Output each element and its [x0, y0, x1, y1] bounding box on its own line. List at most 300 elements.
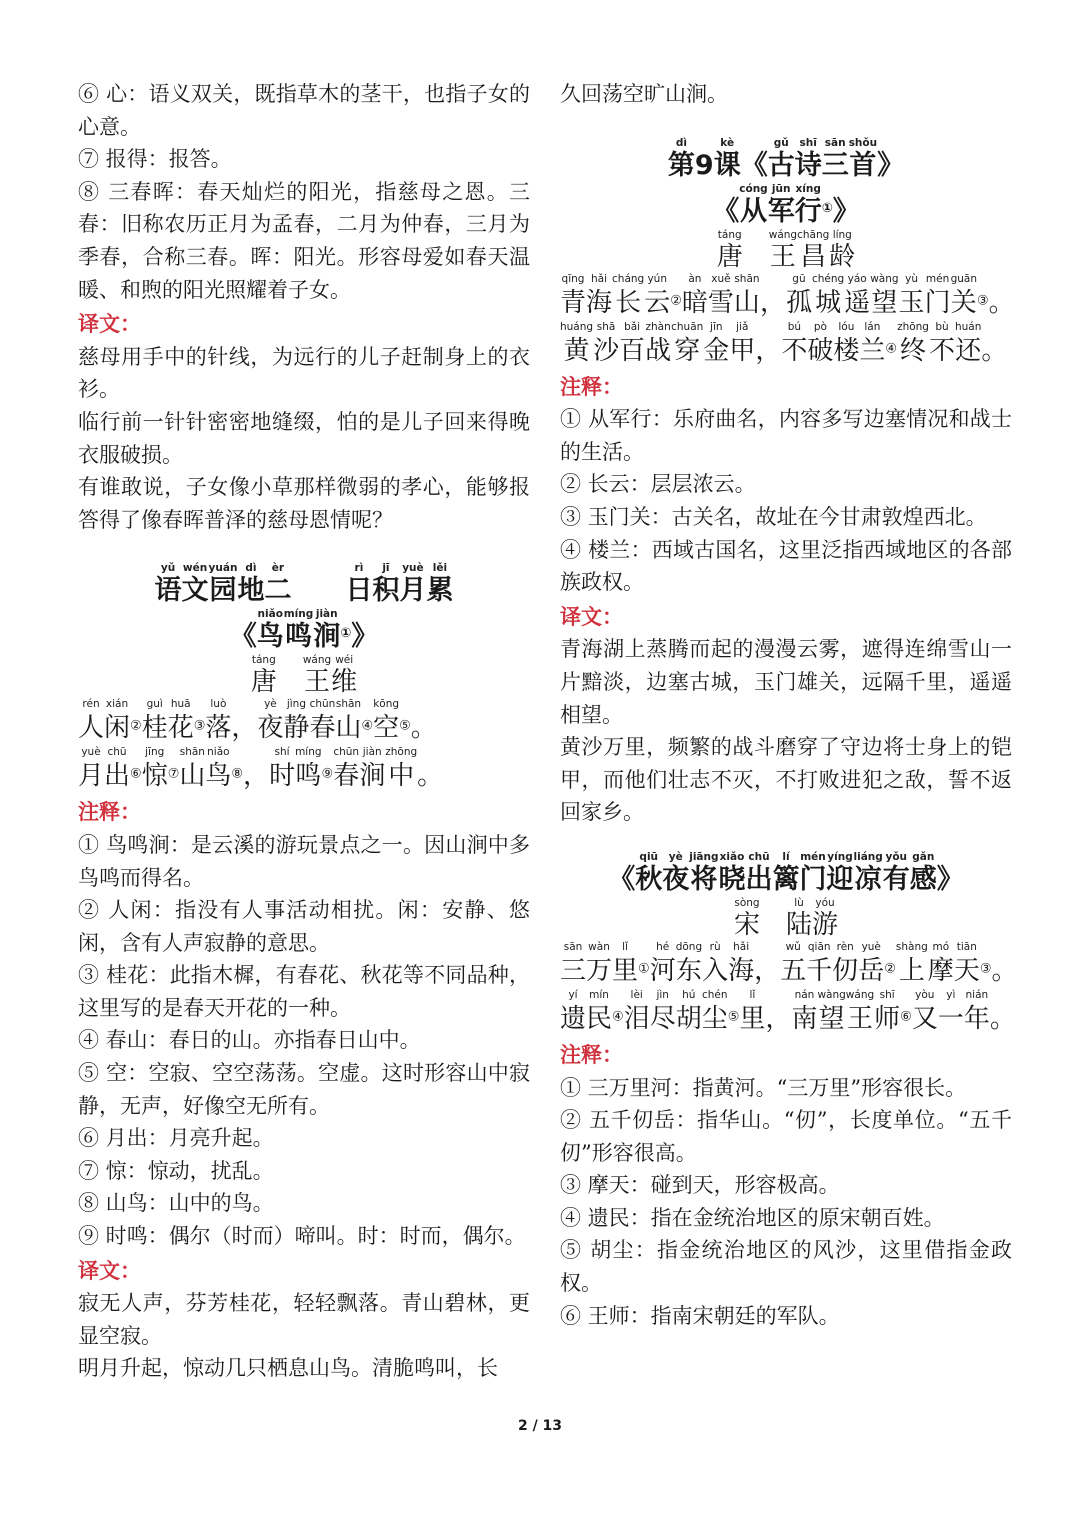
pinyin [712, 183, 739, 195]
hanzi: 《 [608, 863, 636, 895]
hanzi: 时 [269, 761, 296, 792]
ruby-char [938, 989, 964, 1037]
hanzi: 王 [303, 667, 330, 698]
hanzi: 》 [936, 863, 964, 895]
ruby-char [833, 321, 859, 369]
hanzi: 宋 [733, 909, 760, 940]
hanzi: 。 [991, 955, 1018, 986]
footnote-marker: ④ [885, 340, 898, 356]
ruby-char [231, 698, 257, 746]
paragraph: ③ 摩天：碰到天，形容极高。 [560, 1173, 840, 1198]
pinyin: mín [589, 988, 609, 1001]
hanzi: 青 [560, 287, 587, 318]
ruby-char [335, 698, 361, 746]
hanzi: 沙 [593, 335, 620, 366]
hanzi: 门 [799, 863, 827, 895]
pinyin: shā [596, 320, 616, 333]
hanzi: 人 [78, 713, 105, 744]
paragraph: ④ 遗民：指在金统治地区的原宋朝百姓。 [560, 1205, 945, 1230]
ruby-char [734, 273, 760, 321]
ruby-char [989, 273, 1015, 321]
paragraph: ② 长云：层层浓云。 [560, 472, 756, 497]
pinyin: guān [950, 272, 977, 285]
hanzi: 篱 [772, 863, 800, 895]
pinyin: jūn [771, 182, 791, 195]
hanzi: 出 [745, 863, 773, 895]
hanzi: 。 [981, 335, 1008, 366]
pinyin [991, 941, 1017, 953]
footnote-marker: ④ [612, 1009, 624, 1025]
pinyin: jīn [710, 320, 723, 333]
ruby-char [786, 897, 812, 941]
ruby-char [230, 608, 257, 654]
hanzi: 望 [818, 1003, 845, 1034]
ruby-char [205, 746, 231, 794]
ruby-char [104, 698, 130, 746]
paragraph: ② 人闲：指没有人事活动相扰。闲：安静、悠闲，含有人声寂静的意思。 [78, 898, 530, 955]
ruby-char [703, 321, 729, 369]
pinyin: mén [925, 272, 950, 285]
ruby-char [269, 746, 295, 794]
ruby-char [769, 229, 797, 273]
pinyin: guì [146, 698, 163, 711]
ruby-char [619, 321, 645, 369]
hanzi: 》 [877, 149, 905, 181]
pinyin: shàng [895, 940, 928, 953]
ruby-char [717, 229, 743, 273]
pinyin [743, 229, 769, 241]
pinyin: chéng [811, 272, 845, 285]
ruby-char [827, 851, 854, 897]
hanzi: 三 [821, 149, 849, 181]
ruby-char [714, 137, 741, 183]
ruby-char [264, 562, 291, 608]
ruby-char [277, 654, 303, 698]
paragraph: 久回荡空旷山涧。 [560, 82, 728, 106]
pinyin: chū [107, 746, 127, 759]
ruby-char [755, 321, 781, 369]
ruby-char [560, 273, 586, 321]
hanzi: 金 [703, 335, 730, 366]
poem-title [560, 137, 1012, 183]
ruby-char [954, 941, 980, 989]
ruby-char [689, 851, 718, 897]
pinyin [351, 608, 378, 620]
pinyin: tiān [956, 940, 977, 953]
pinyin: lán [864, 320, 881, 333]
pinyin: hǎi [591, 272, 608, 285]
ruby-char [251, 654, 277, 698]
pinyin: táng [251, 654, 276, 667]
ruby-char [644, 273, 670, 321]
ruby-char [417, 746, 443, 794]
ruby-char [896, 941, 928, 989]
poem-title [560, 183, 1012, 229]
hanzi: 望 [871, 287, 898, 318]
ruby-char [874, 989, 900, 1037]
ruby-char [925, 273, 951, 321]
pinyin [989, 273, 1015, 285]
ruby-char [897, 321, 929, 369]
pinyin: shǒu [848, 136, 878, 149]
pinyin: jìn [656, 988, 669, 1001]
ruby-char [849, 137, 877, 183]
section-spacer [78, 536, 530, 562]
footnote-marker: ⑦ [167, 766, 180, 782]
hanzi: 万 [586, 955, 613, 986]
pinyin [755, 321, 781, 333]
hanzi: 年 [963, 1003, 990, 1034]
pinyin: xián [105, 698, 129, 711]
pinyin [411, 698, 437, 710]
footnote-marker: ⑧ [231, 766, 244, 782]
ruby-char [257, 608, 284, 654]
ruby-char [309, 698, 335, 746]
ruby-char [182, 562, 209, 608]
ruby-char [671, 321, 703, 369]
hanzi: 首 [849, 149, 877, 181]
paragraph: ③ 玉门关：古关名，故址在今甘肃敦煌西北。 [560, 504, 987, 529]
pinyin: cóng [739, 182, 768, 195]
pinyin: lǐ [749, 988, 756, 1001]
ruby-char [781, 321, 807, 369]
ruby-char [142, 698, 168, 746]
pinyin [981, 321, 1007, 333]
hanzi: 中 [388, 761, 415, 792]
ruby-char [345, 562, 372, 608]
ruby-char [981, 321, 1007, 369]
ruby-char [822, 137, 849, 183]
pinyin: qiū [639, 850, 659, 863]
ruby-char [702, 989, 728, 1037]
ruby-char [78, 698, 104, 746]
pinyin: luò [210, 698, 227, 711]
footnote-marker: ⑤ [727, 1009, 740, 1025]
pinyin: kè [720, 136, 735, 149]
hanzi: 鸟 [256, 621, 284, 653]
poem-author [560, 229, 1012, 273]
right-column [560, 78, 1018, 1332]
pinyin: chūn [333, 746, 360, 759]
ruby-char [990, 989, 1016, 1037]
pinyin: yǔ [160, 562, 176, 575]
hanzi: 9 [694, 149, 714, 181]
pinyin: yuè [81, 746, 101, 759]
ruby-char [682, 273, 708, 321]
ruby-char [817, 989, 845, 1037]
pinyin: lǐ [622, 940, 628, 953]
pinyin: xíng [795, 182, 821, 195]
hanzi: 《 [229, 621, 257, 653]
section-label: 注释： [78, 800, 141, 825]
ruby-char [313, 608, 340, 654]
pinyin: yì [946, 988, 956, 1001]
ruby-char [929, 321, 955, 369]
hanzi: 语 [154, 575, 182, 607]
pinyin: hú [682, 988, 696, 1001]
footnote-marker: ① [638, 961, 650, 977]
hanzi: 园 [209, 575, 237, 607]
poem-title [560, 851, 1012, 897]
paragraph: 有谁敢说，子女像小草那样微弱的孝心，能够报答得了像春晖普泽的慈母恩情呢？ [78, 475, 530, 532]
paragraph: ⑧ 山鸟：山中的鸟。 [78, 1191, 274, 1216]
ruby-char [179, 746, 205, 794]
pinyin: rèn [836, 940, 854, 953]
ruby-char [586, 941, 612, 989]
pinyin [754, 941, 780, 953]
hanzi: 春 [309, 713, 336, 744]
hanzi: 长 [615, 287, 642, 318]
hanzi: 。 [988, 287, 1015, 318]
ruby-char [359, 746, 385, 794]
hanzi: 日 [345, 575, 373, 607]
pinyin: zhōng [385, 746, 418, 759]
ruby-char [829, 229, 855, 273]
hanzi: 不 [928, 335, 955, 366]
pinyin: gǔ [773, 136, 789, 149]
hanzi: 古 [767, 149, 795, 181]
paragraph: 临行前一针针密密地缝缀，怕的是儿子回来得晚衣服破损。 [78, 409, 530, 467]
ruby-char [844, 273, 870, 321]
ruby-char [624, 989, 650, 1037]
pinyin: jīng [145, 746, 165, 759]
section-spacer [560, 111, 1012, 137]
pinyin: yè [668, 850, 683, 863]
hanzi: 陆 [786, 909, 813, 940]
poem-verse [78, 746, 530, 794]
ruby-char [411, 698, 437, 746]
ruby-char [991, 941, 1017, 989]
ruby-char [586, 273, 612, 321]
ruby-char [937, 851, 964, 897]
ruby-char [797, 229, 829, 273]
hanzi: 惊 [141, 761, 168, 792]
pinyin [760, 897, 786, 909]
pinyin: lěi [432, 562, 448, 575]
paragraph: 寂无人声，芬芳桂花，轻轻飘落。青山碧林，更显空寂。 [78, 1291, 530, 1348]
pinyin: bù [935, 320, 949, 333]
poem-author [78, 654, 530, 698]
pinyin: bǎi [624, 320, 641, 333]
hanzi: 甲 [729, 335, 756, 366]
pinyin [231, 698, 257, 710]
pinyin: jìng [286, 698, 306, 711]
pinyin [741, 137, 768, 149]
pinyin: wàng [817, 988, 846, 1001]
footnote-marker: ③ [193, 718, 206, 734]
hanzi: 山 [733, 287, 760, 318]
pinyin [765, 989, 791, 1001]
pinyin: sān [824, 136, 846, 149]
hanzi: 课 [713, 149, 741, 181]
ruby-char [739, 989, 765, 1037]
ruby-char [765, 989, 791, 1037]
ruby-char [833, 183, 860, 229]
hanzi: 穿 [674, 335, 701, 366]
ruby-char [560, 989, 586, 1037]
pinyin: míng [295, 746, 322, 759]
pinyin: lí [782, 850, 790, 863]
pinyin: yóu [815, 896, 835, 909]
ruby-char [612, 273, 644, 321]
hanzi: 山 [179, 761, 206, 792]
hanzi: 黄 [563, 335, 590, 366]
pinyin: lèi [630, 988, 643, 1001]
paragraph: 明月升起，惊动几只栖息山鸟。清脆鸣叫，长 [78, 1356, 498, 1381]
paragraph: ④ 楼兰：西域古国名，这里泛指西域地区的各部族政权。 [560, 537, 1012, 595]
pinyin: yuán [208, 562, 238, 575]
hanzi: 昌 [800, 241, 827, 272]
ruby-char [807, 321, 833, 369]
ruby-char [650, 989, 676, 1037]
hanzi: 兰 [859, 335, 886, 366]
pinyin: rén [82, 698, 100, 711]
hanzi: 玉 [898, 287, 925, 318]
pinyin: rì [354, 562, 364, 575]
hanzi: 夜 [257, 713, 284, 744]
section-label: 译文： [560, 604, 623, 629]
hanzi: ， [755, 335, 782, 366]
hanzi [743, 241, 769, 273]
ruby-char [728, 941, 754, 989]
ruby-char [760, 273, 786, 321]
ruby-char [912, 989, 938, 1037]
ruby-char [333, 746, 359, 794]
ruby-char [78, 746, 104, 794]
footnote-marker: ② [130, 718, 142, 734]
ruby-char [243, 746, 269, 794]
hanzi: 海 [728, 955, 755, 986]
pinyin: yíng [827, 850, 853, 863]
pinyin: dì [675, 136, 687, 149]
hanzi: ， [231, 713, 258, 744]
hanzi: 涧 [359, 761, 386, 792]
pinyin: yuè [402, 562, 424, 575]
pinyin: hǎi [733, 940, 750, 953]
page-number: 2 / 13 [517, 1418, 563, 1434]
pinyin: gǎn [912, 850, 935, 863]
pinyin: chén [701, 988, 728, 1001]
footnote-marker: ① [821, 200, 833, 216]
hanzi: 百 [619, 335, 646, 366]
hanzi: 入 [702, 955, 729, 986]
pinyin: wáng [845, 988, 875, 1001]
ruby-char [768, 183, 795, 229]
ruby-char [859, 321, 885, 369]
section-label: 译文： [78, 1258, 141, 1283]
poem-verse [560, 988, 1016, 1037]
footnote-marker: ⑥ [130, 766, 142, 782]
pinyin: yù [905, 272, 918, 285]
hanzi: 遗 [560, 1003, 587, 1034]
ruby-char [768, 137, 795, 183]
hanzi: 孤 [785, 287, 812, 318]
hanzi: 桂 [141, 713, 168, 744]
hanzi: 闲 [104, 713, 131, 744]
hanzi: 凉 [854, 863, 882, 895]
pinyin [695, 137, 714, 149]
hanzi: 文 [181, 575, 209, 607]
paragraph: ⑤ 胡尘：指金统治地区的风沙，这里借指金政权。 [560, 1238, 1012, 1296]
ruby-char [351, 608, 378, 654]
paragraph: 黄沙万里，频繁的战斗磨穿了守边将士身上的铠甲，而他们壮志不灭，不打败进犯之敌，誓不返回家乡。 [560, 735, 1012, 825]
ruby-char [739, 183, 767, 229]
pinyin: yè [264, 698, 277, 711]
hanzi: 五 [780, 955, 807, 986]
hanzi: 南 [791, 1003, 818, 1034]
pinyin [277, 654, 303, 666]
paragraph: ⑥ 月出：月亮升起。 [78, 1126, 274, 1151]
hanzi: 《 [712, 195, 740, 227]
hanzi: 月 [78, 761, 105, 792]
hanzi: 河 [649, 955, 676, 986]
hanzi: 关 [950, 287, 977, 318]
pinyin: niǎo [257, 608, 283, 621]
pinyin: yáo [847, 272, 867, 285]
pinyin: shī [799, 136, 817, 149]
pinyin [990, 989, 1016, 1001]
ruby-char [284, 608, 314, 654]
ruby-char [385, 746, 417, 794]
ruby-char [257, 698, 283, 746]
hanzi: 战 [645, 335, 672, 366]
ruby-char [586, 989, 612, 1037]
hanzi: 维 [331, 667, 358, 698]
pinyin: chuān [671, 320, 704, 333]
ruby-char [373, 698, 399, 746]
pinyin: gū [792, 272, 806, 285]
paragraph: 慈母用手中的针线，为远行的儿子赶制身上的衣衫。 [78, 344, 530, 402]
poem-verse [560, 272, 1015, 321]
ruby-char [743, 229, 769, 273]
ruby-char [773, 851, 800, 897]
hanzi: 迎 [826, 863, 854, 895]
ruby-char [780, 941, 806, 989]
pinyin: wàng [870, 272, 899, 285]
hanzi [291, 574, 345, 608]
hanzi: 岳 [858, 955, 885, 986]
hanzi: 民 [586, 1003, 613, 1034]
pinyin: qīng [561, 272, 585, 285]
hanzi: 游 [812, 909, 839, 940]
pinyin [417, 746, 443, 758]
ruby-char [877, 137, 904, 183]
ruby-char [800, 851, 827, 897]
pinyin: jiàn [362, 746, 382, 759]
hanzi: 夜 [662, 863, 690, 895]
footnote-marker: ⑥ [900, 1009, 912, 1025]
hanzi: 里 [739, 1003, 766, 1034]
left-column [78, 78, 530, 1385]
hanzi [760, 909, 786, 941]
pinyin: hé [656, 940, 670, 953]
pinyin: bú [787, 320, 802, 333]
hanzi: 》 [832, 195, 860, 227]
paragraph: ⑧ 三春晖：春天灿烂的阳光，指慈母之恩。三春：旧称农历正月为孟春，二月为仲春，三月为季春，合称三春。晖：阳光。形容母爱如春天温暖、和煦的阳光照耀着子女。 [78, 179, 530, 302]
ruby-char [295, 746, 321, 794]
ruby-char [928, 941, 954, 989]
hanzi: 终 [900, 335, 927, 366]
hanzi: 鸣 [295, 761, 322, 792]
ruby-char [662, 851, 689, 897]
footnote-marker: ⑤ [399, 718, 411, 734]
pinyin: lù [794, 896, 804, 909]
poem-title [78, 608, 530, 654]
pinyin: yǒu [885, 850, 908, 863]
ruby-char [650, 941, 676, 989]
hanzi: 感 [909, 863, 937, 895]
ruby-char [209, 562, 238, 608]
